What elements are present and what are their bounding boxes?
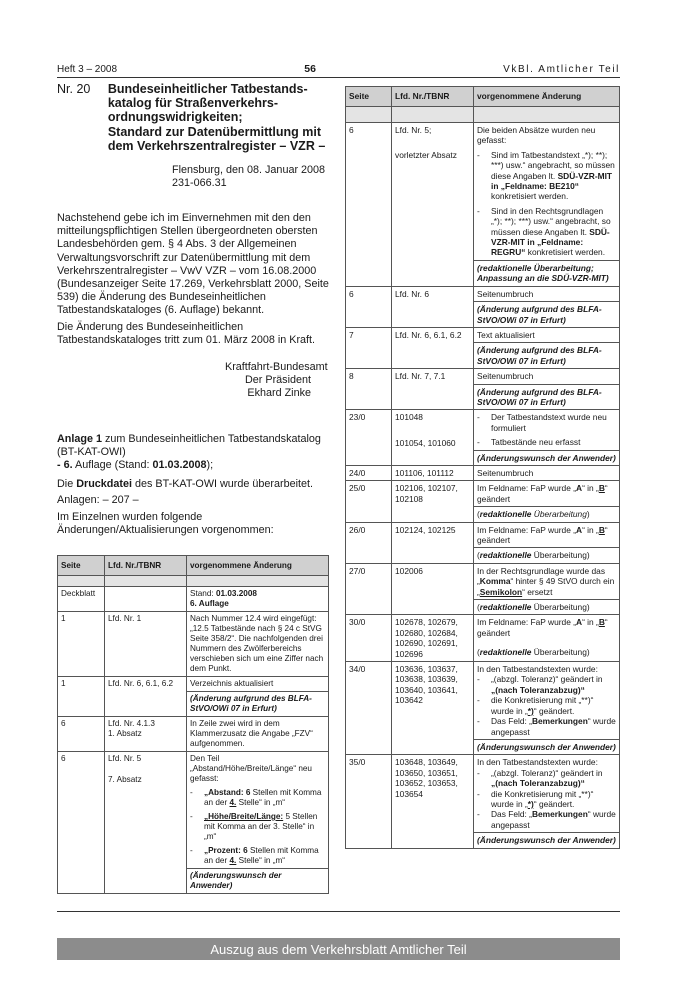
title-line: Bundeseinheitlicher Tatbestands- bbox=[107, 82, 308, 96]
note-text: Überarbeitung bbox=[531, 602, 587, 613]
note-text: Überarbeitung bbox=[531, 550, 587, 561]
bullet-underline: *) bbox=[527, 798, 534, 809]
bullet-bold: „(nach Toleranzabzug)“ bbox=[491, 778, 585, 789]
lfd-line: 101048 bbox=[395, 412, 423, 423]
druckdatei-line bbox=[57, 478, 329, 491]
change-underline: B bbox=[598, 483, 605, 494]
bullet-bold: „Höhe/Breite/Länge: bbox=[204, 812, 284, 821]
bullet-text: Sind in den Rechtsgrundlagen „*); **); ***) usw.“ angebracht, so müssen diese Angaben lt. bbox=[491, 205, 611, 237]
cell-change: In Zeile zwei wird in dem Klammerzusatz die Angabe „FZV“ aufgenommen. bbox=[187, 717, 329, 752]
auflage-date: 01.03.2008 bbox=[152, 459, 207, 472]
cell-bullet bbox=[187, 786, 329, 810]
title-line: Standard zur Datenübermittlung mit bbox=[107, 124, 322, 139]
anlage-label: Anlage 1 bbox=[57, 432, 103, 445]
lfd-line: Lfd. Nr. 4.1.3 bbox=[108, 719, 155, 728]
druck-bold: Druckdatei bbox=[76, 478, 133, 491]
bullet-text: “ wurde angepasst bbox=[491, 809, 616, 830]
title-line: ordnungswidrigkeiten; bbox=[107, 110, 243, 125]
anlagen-line: Anlagen: – 207 – bbox=[57, 494, 139, 507]
cell-seite: 26/0 bbox=[346, 522, 392, 563]
change-underline: B bbox=[598, 524, 605, 535]
table-row bbox=[58, 587, 329, 612]
lfd-line: Lfd. Nr. 5; bbox=[395, 125, 432, 135]
auflage-end: ); bbox=[206, 459, 214, 472]
change-bold: A bbox=[576, 483, 583, 494]
bullet-mark: - bbox=[477, 674, 480, 685]
cell-change bbox=[474, 481, 620, 507]
cell-lfd: 102678, 102679, 102680, 102684, 102690, 102691, 102696 bbox=[392, 615, 474, 662]
cell-note: (redaktionelle Überarbeitung) bbox=[474, 548, 620, 563]
cell-note: (redaktionelle Überarbeitung) bbox=[474, 600, 620, 615]
left-column bbox=[57, 82, 329, 537]
bullet-bold: „Abstand: 6 bbox=[204, 788, 251, 797]
signature-line: Der Präsident bbox=[244, 374, 311, 387]
bullet-mark: - bbox=[477, 809, 480, 820]
cell-note: (Änderungswunsch der Anwender) bbox=[474, 739, 620, 754]
bullet-mark: - bbox=[190, 788, 193, 797]
col-header-change: vorgenommene Änderung bbox=[474, 87, 620, 107]
cell-lfd bbox=[105, 587, 187, 612]
lfd-line: 1. Absatz bbox=[108, 729, 142, 738]
table-row bbox=[346, 615, 620, 662]
anlage-line bbox=[57, 433, 329, 459]
cell-seite: 24/0 bbox=[346, 465, 392, 480]
bullet-text: die Konkretisierung mit „**)“ wurde in „ bbox=[491, 788, 594, 809]
table-row bbox=[58, 752, 329, 787]
cell-lfd: Lfd. Nr. 1 bbox=[105, 612, 187, 677]
cell-change bbox=[474, 563, 620, 599]
stand-date: 01.03.2008 bbox=[215, 589, 257, 598]
title-line: dem Verkehrszentralregister – VZR – bbox=[107, 138, 326, 153]
cell-lfd bbox=[392, 123, 474, 287]
bullet-mark: - bbox=[190, 846, 193, 855]
cell-lfd: 103636, 103637, 103638, 103639, 103640, 103641, 103642 bbox=[392, 662, 474, 755]
cell-seite: 34/0 bbox=[346, 662, 392, 755]
bullet-mark: - bbox=[477, 205, 480, 216]
lfd-line: Lfd. Nr. 5 bbox=[108, 754, 142, 763]
change-underline: Semikolon bbox=[479, 586, 523, 597]
cell-seite: 30/0 bbox=[346, 615, 392, 662]
bullet-underline: *) bbox=[527, 705, 534, 716]
bullet-bold: SDÜ-VZR-MIT in „Feldname: REGRU“ bbox=[491, 226, 610, 258]
cell-change: Verzeichnis aktualisiert bbox=[187, 677, 329, 692]
col-header-lfd: Lfd. Nr./TBNR bbox=[392, 87, 474, 107]
change-text: In den Tatbestandstexten wurde: bbox=[477, 664, 598, 675]
cell-change: Die beiden Absätze wurden neu gefasst: bbox=[474, 123, 620, 148]
note-bold: redaktionelle bbox=[479, 550, 532, 561]
cell-seite: 6 bbox=[346, 286, 392, 327]
cell-note: (Änderungswunsch der Anwender) bbox=[474, 833, 620, 848]
bullet-text: konkretisiert werden. bbox=[491, 191, 569, 202]
col-header-seite: Seite bbox=[346, 87, 392, 107]
table-row bbox=[346, 755, 620, 833]
change-text: In den Tatbestandstexten wurde: bbox=[477, 757, 598, 768]
spacer-row bbox=[346, 107, 620, 123]
cell-change: Nach Nummer 12.4 wird eingefügt: „12.5 Tatbestände nach § 24 c StVG Seite 358/2“. Die nachfolgenden drei Nummern des Zwölferbereichs verschieben sich um eine Ziffer nach dem Punkt. bbox=[187, 612, 329, 677]
bullet-text: Stelle“ in „m“ bbox=[236, 856, 286, 865]
table-row bbox=[346, 123, 620, 148]
table-row bbox=[346, 410, 620, 435]
signature-line: Kraftfahrt-Bundesamt bbox=[225, 361, 328, 374]
cell-seite: Deckblatt bbox=[58, 587, 105, 612]
place-date bbox=[172, 164, 329, 190]
cell-note: (Änderung aufgrund des BLFA-StVO/OWi 07 in Erfurt) bbox=[187, 692, 329, 717]
bullet-text: 5 Stellen mit Komma an der 3. Stelle“ in „m“ bbox=[204, 812, 318, 841]
lfd-line: vorletzter Absatz bbox=[395, 150, 457, 161]
note-text: Überarbeitung bbox=[531, 509, 587, 520]
auflage-line bbox=[57, 459, 329, 472]
signature-block bbox=[225, 361, 328, 401]
cell-seite: 35/0 bbox=[346, 755, 392, 848]
change-text: “ geändert bbox=[477, 617, 608, 638]
table-row bbox=[58, 717, 329, 752]
bullet-mark: - bbox=[190, 812, 193, 821]
change-bold: A bbox=[576, 524, 583, 535]
change-bold: A bbox=[576, 617, 583, 628]
cell-note: (Änderungswunsch der Anwender) bbox=[474, 450, 620, 465]
auflage-label: 6. Auflage bbox=[190, 599, 229, 608]
druck-pre: Die bbox=[57, 478, 77, 491]
table-row bbox=[346, 563, 620, 599]
bullet-bold: SDÜ-VZR-MIT in „Feldname: BE210“ bbox=[491, 170, 613, 192]
cell-change bbox=[474, 755, 620, 833]
cell-lfd bbox=[105, 717, 187, 752]
bullet-bold: „Prozent: 6 bbox=[204, 846, 248, 855]
lfd-line: 101054, 101060 bbox=[395, 437, 456, 448]
bullet-bold: Bemerkungen bbox=[531, 809, 588, 820]
change-bold: Komma bbox=[479, 576, 511, 587]
cell-lfd: 102106, 102107, 102108 bbox=[392, 481, 474, 522]
left-changes-table bbox=[57, 555, 329, 894]
bullet-underline: 4. bbox=[229, 856, 237, 865]
bullet-text: die Konkretisierung mit „**)“ wurde in „ bbox=[491, 695, 594, 716]
publication-label: VkBl. Amtlicher Teil bbox=[503, 63, 620, 75]
cell-lfd: Lfd. Nr. 6 bbox=[392, 286, 474, 327]
change-text: Im Feldname: FaP wurde „ bbox=[477, 524, 576, 535]
bottom-rule bbox=[57, 911, 620, 912]
cell-note: (Änderung aufgrund des BLFA-StVO/OWi 07 in Erfurt) bbox=[474, 384, 620, 410]
druck-rest: des BT-KAT-OWI wurde überarbeitet. bbox=[132, 478, 314, 491]
table-row bbox=[58, 612, 329, 677]
header-rule bbox=[57, 77, 620, 78]
bullet-text: “ wurde angepasst bbox=[491, 716, 616, 737]
cell-seite: 8 bbox=[346, 369, 392, 410]
reference-number: 231-066.31 bbox=[172, 177, 227, 190]
cell-change bbox=[474, 522, 620, 548]
changes-intro: Im Einzelnen wurden folgende Änderungen/Aktualisierungen vorgenommen: bbox=[57, 510, 274, 536]
page-number: 56 bbox=[304, 63, 316, 75]
cell-seite: 7 bbox=[346, 327, 392, 368]
cell-lfd bbox=[392, 410, 474, 466]
change-text: “ in „ bbox=[582, 524, 599, 535]
signature-line: Ekhard Zinke bbox=[247, 387, 311, 400]
table-row bbox=[346, 286, 620, 301]
bullet-text: “ geändert. bbox=[533, 798, 575, 809]
effective-paragraph: Die Änderung des Bundeseinheitlichen Tatbestandskataloges tritt zum 01. März 2008 in Kraft. bbox=[57, 320, 316, 346]
change-text: “ in „ bbox=[582, 617, 599, 628]
bullet-underline: 4. bbox=[229, 798, 237, 807]
bullet-bold: Bemerkungen bbox=[531, 716, 588, 727]
cell-lfd: 101106, 101112 bbox=[392, 465, 474, 480]
cell-note: (redaktionelle Überarbeitung; Anpassung an die SDÜ-VZR-MIT) bbox=[474, 260, 620, 286]
bullet-text: „(abzgl. Toleranz)“ geändert in bbox=[491, 674, 603, 685]
cell-change: Den Teil „Abstand/Höhe/Breite/Länge“ neu gefasst: bbox=[187, 752, 329, 787]
cell-lfd: Lfd. Nr. 6, 6.1, 6.2 bbox=[392, 327, 474, 368]
lfd-line: 7. Absatz bbox=[108, 775, 142, 784]
cell-change: Seitenumbruch bbox=[474, 369, 620, 384]
note-bold: redaktionelle bbox=[479, 509, 532, 520]
col-header-seite: Seite bbox=[58, 556, 105, 576]
table-row bbox=[346, 662, 620, 740]
bullet-mark: - bbox=[477, 437, 480, 448]
page-header bbox=[57, 62, 620, 76]
bullet-text: Das Feld: „ bbox=[491, 809, 532, 820]
cell-lfd: Lfd. Nr. 6, 6.1, 6.2 bbox=[105, 677, 187, 717]
cell-seite: 6 bbox=[346, 123, 392, 287]
cell-change bbox=[187, 587, 329, 612]
bullet-text: konkretisiert werden. bbox=[525, 247, 606, 258]
bullet-text: Das Feld: „ bbox=[491, 716, 532, 727]
note-bold: redaktionelle bbox=[479, 647, 532, 658]
cell-note: (Änderung aufgrund des BLFA-StVO/OWi 07 in Erfurt) bbox=[474, 302, 620, 328]
bullet-bold: „(nach Toleranzabzug)“ bbox=[491, 684, 585, 695]
note-text: Überarbeitung bbox=[531, 647, 587, 658]
cell-seite: 1 bbox=[58, 612, 105, 677]
bullet-text: Der Tatbestandstext wurde neu formuliert bbox=[491, 412, 607, 433]
col-header-lfd: Lfd. Nr./TBNR bbox=[105, 556, 187, 576]
cell-note: (redaktionelle Überarbeitung) bbox=[474, 507, 620, 522]
cell-change: Seitenumbruch bbox=[474, 286, 620, 301]
change-text: Im Feldname: FaP wurde „ bbox=[477, 617, 576, 628]
change-underline: B bbox=[598, 617, 605, 628]
bullet-mark: - bbox=[477, 788, 480, 799]
title-line: katalog für Straßenverkehrs- bbox=[107, 96, 279, 111]
change-text: “ in „ bbox=[582, 483, 599, 494]
change-text: “ geändert bbox=[477, 524, 608, 545]
col-header-change: vorgenommene Änderung bbox=[187, 556, 329, 576]
bullet-text: Sind im Tatbestandstext „*); **); ***) usw.“ angebracht, so müssen diese Angaben lt. bbox=[491, 149, 615, 181]
intro-paragraph: Nachstehend gebe ich im Einvernehmen mit den den mitteilungspflichtigen Stellen übergeordneten obersten Landesbehörden gem. § 4 Abs. 3 der Allgemeinen Verwaltungsvorschrift zur Datenübermittlung mit dem Verkehrszentralregister – VwV VZR – vom 16.08.2000 (Bundesanzeiger Seite 17.269, Verkehrsblatt 2000, Seite 539) die Änderung des Bundeseinheitlichen Tatbestandskataloges (6. Auflage) bekannt. bbox=[57, 212, 329, 317]
cell-lfd: 102124, 102125 bbox=[392, 522, 474, 563]
cell-lfd: Lfd. Nr. 7, 7.1 bbox=[392, 369, 474, 410]
cell-change bbox=[474, 662, 620, 740]
bullet-text: Stellen mit Komma an der bbox=[204, 846, 319, 865]
notice-heading bbox=[57, 82, 329, 153]
auflage-number: - 6. bbox=[57, 459, 73, 472]
bullet-mark: - bbox=[477, 767, 480, 778]
cell-seite: 1 bbox=[58, 677, 105, 717]
cell-seite: 6 bbox=[58, 752, 105, 894]
stand-label: Stand: bbox=[190, 589, 216, 598]
cell-note: (Änderungswunsch der Anwender) bbox=[187, 869, 329, 894]
bullet-mark: - bbox=[477, 695, 480, 706]
cell-seite: 27/0 bbox=[346, 563, 392, 615]
place-date-line: Flensburg, den 08. Januar 2008 bbox=[172, 164, 326, 177]
right-changes-table bbox=[345, 86, 620, 849]
cell-bullet bbox=[474, 410, 620, 435]
cell-bullet bbox=[474, 204, 620, 261]
bullet-text: Tatbestände neu erfasst bbox=[491, 437, 581, 448]
cell-change: Seitenumbruch bbox=[474, 465, 620, 480]
auflage-text: Auflage (Stand: bbox=[72, 459, 153, 472]
table-row bbox=[346, 522, 620, 548]
cell-bullet bbox=[474, 435, 620, 450]
cell-bullet bbox=[187, 810, 329, 844]
issue-label: Heft 3 – 2008 bbox=[57, 63, 118, 75]
cell-seite: 6 bbox=[58, 717, 105, 752]
bullet-mark: - bbox=[477, 412, 480, 423]
cell-note: (Änderung aufgrund des BLFA-StVO/OWi 07 in Erfurt) bbox=[474, 343, 620, 369]
anlage-text: zum Bundeseinheitlichen Tatbestandskatalog (BT-KAT-OWI) bbox=[57, 432, 321, 458]
change-text: In der Rechtsgrundlage wurde das „ bbox=[477, 565, 606, 587]
cell-lfd: 102006 bbox=[392, 563, 474, 615]
table-row bbox=[346, 369, 620, 384]
table-row bbox=[58, 677, 329, 692]
change-text: Im Feldname: FaP wurde „ bbox=[477, 483, 576, 494]
bullet-text: Stelle“ in „m“ bbox=[236, 798, 286, 807]
cell-change: Im Feldname: FaP wurde „A“ in „B“ geändert (redaktionelle Überarbeitung) bbox=[474, 615, 620, 662]
bullet-mark: - bbox=[477, 149, 480, 160]
table-row bbox=[346, 327, 620, 342]
note-bold: redaktionelle bbox=[479, 602, 532, 613]
cell-seite: 23/0 bbox=[346, 410, 392, 466]
bullet-mark: - bbox=[477, 716, 480, 727]
cell-lfd bbox=[105, 752, 187, 894]
bullet-text: “ geändert. bbox=[533, 705, 575, 716]
table-row bbox=[346, 481, 620, 507]
cell-lfd: 103648, 103649, 103650, 103651, 103652, 103653, 103654 bbox=[392, 755, 474, 848]
page-footer: Auszug aus dem Verkehrsblatt Amtlicher Teil bbox=[57, 938, 620, 960]
notice-title bbox=[108, 82, 329, 153]
table-row bbox=[346, 465, 620, 480]
cell-change: Text aktualisiert bbox=[474, 327, 620, 342]
change-text: “ hinter § 49 StVO durch ein „ bbox=[477, 576, 615, 597]
bullet-text: „(abzgl. Toleranz)“ geändert in bbox=[491, 767, 603, 778]
change-text: “ ersetzt bbox=[522, 586, 553, 597]
bullet-text: Stellen mit Komma an der bbox=[204, 788, 322, 807]
cell-seite: 25/0 bbox=[346, 481, 392, 522]
cell-bullet bbox=[187, 844, 329, 869]
cell-bullet bbox=[474, 148, 620, 204]
notice-number: Nr. 20 bbox=[57, 82, 91, 96]
change-text: “ geändert bbox=[477, 483, 608, 504]
spacer-row bbox=[58, 576, 329, 587]
